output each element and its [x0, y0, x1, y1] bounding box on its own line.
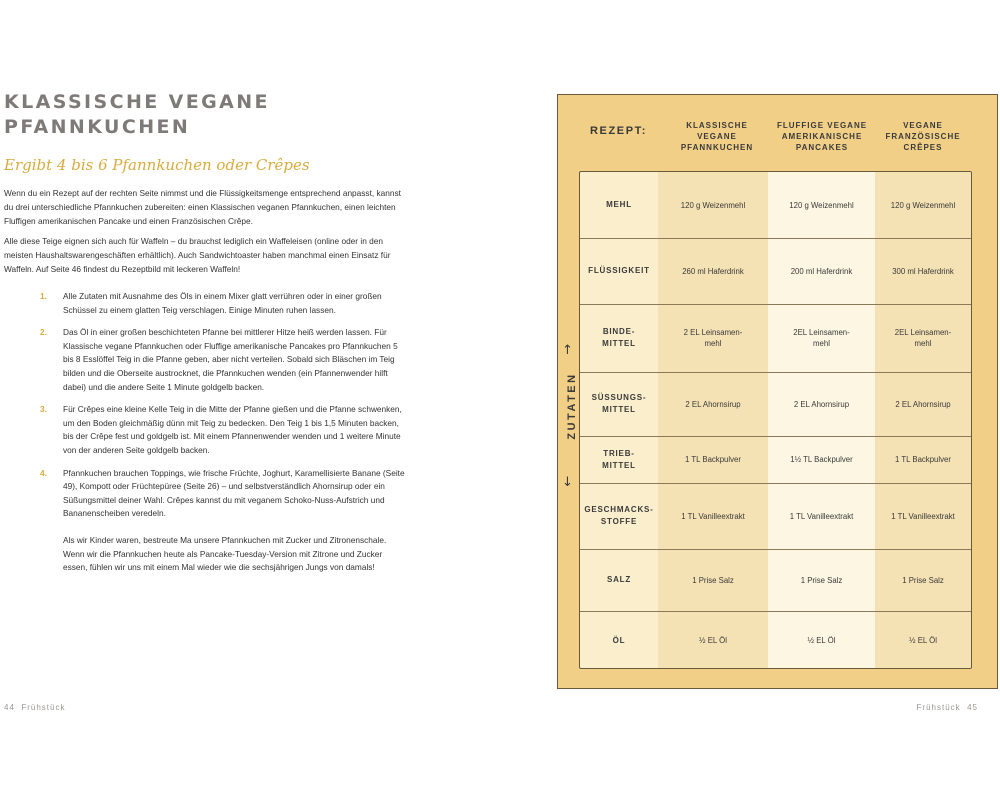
- table-cell: 1 Prise Salz: [902, 575, 944, 585]
- column-header-line: PFANNKUCHEN: [680, 143, 754, 152]
- recipe-yield-subtitle: Ergibt 4 bis 6 Pfannkuchen oder Crêpes: [4, 156, 310, 174]
- column-header-line: KLASSISCHE: [686, 121, 748, 130]
- right-footer: [917, 703, 978, 712]
- cell-line: mehl: [813, 339, 830, 348]
- cell-line: mehl: [914, 339, 932, 348]
- step-text: Pfannkuchen brauchen Toppings, wie frische Früchte, Joghurt, Karamellisierte Banane (Seite 49), Kompott oder Früchtepüree (Seite 26) – und selbstverständlich Ahornsirup oder ein Süßungsmittel deiner Wahl. Crêpes kannst du mit veganem Schoko-Nuss-Aufstrich und Bananenscheiben veredeln.: [63, 467, 405, 519]
- table-row-geschmacksstoffe: [580, 483, 971, 550]
- cell-line: mehl: [704, 339, 722, 348]
- table-cell: 2 EL Ahornsirup: [685, 399, 741, 409]
- table-cell: 1 Prise Salz: [800, 575, 843, 585]
- row-label: [580, 372, 658, 436]
- step-item: [40, 403, 405, 457]
- table-cell: [658, 304, 768, 372]
- step-item: [40, 290, 405, 317]
- rezept-label: REZEPT:: [590, 125, 648, 137]
- step-text: Für Crêpes eine kleine Kelle Teig in die Mitte der Pfanne gießen und die Pfanne schwenken, um den Boden gleichmäßig dünn mit Teig zu bedecken. Den Teig 1 bis 1,5 Minuten backen, bis der Crêpe fest und goldgelb ist. Mit einem Pfannenwender wenden und 1 weitere Minute von der anderen Seite goldgelb backen.: [63, 404, 402, 455]
- row-label: MEHL: [606, 200, 632, 209]
- step-number: 1.: [40, 291, 47, 301]
- table-cell: 300 ml Haferdrink: [892, 266, 954, 276]
- ingredients-table: [579, 171, 972, 669]
- column-header-line: FRANZÖSISCHE: [885, 132, 961, 141]
- table-cell: 1 TL Vanilleextrakt: [681, 511, 745, 521]
- zutaten-label: ZUTATEN: [566, 372, 578, 440]
- column-header-klassische: [669, 120, 765, 153]
- title-line-2: PFANNKUCHEN: [4, 116, 191, 138]
- table-cell: 120 g Weizenmehl: [680, 200, 746, 210]
- table-cell: 260 ml Haferdrink: [682, 266, 744, 276]
- column-header-line: PANCAKES: [795, 143, 849, 152]
- cell-line: 2EL Leinsamen-: [793, 328, 850, 337]
- row-label-line: MITTEL: [602, 460, 636, 470]
- left-footer: [4, 703, 65, 712]
- arrow-up-icon: ↑: [562, 343, 573, 358]
- table-row-suessungsmittel: [580, 372, 971, 437]
- table-row-triebmittel: [580, 436, 971, 484]
- row-label-line: BINDE-: [602, 327, 636, 336]
- step-number: 2.: [40, 327, 47, 338]
- section-label: Frühstück: [21, 703, 66, 712]
- row-label: SALZ: [606, 575, 632, 584]
- column-header-line: VEGANE: [903, 121, 943, 130]
- table-cell: 1½ TL Backpulver: [790, 455, 853, 464]
- column-header-line: AMERIKANISCHE: [781, 132, 863, 141]
- row-label: [580, 304, 658, 372]
- table-cell: ½ EL Öl: [807, 636, 836, 645]
- cell-line: 2EL Leinsamen-: [894, 328, 952, 337]
- table-cell: 120 g Weizenmehl: [789, 200, 854, 210]
- step-text: Das Öl in einer großen beschichteten Pfanne bei mittlerer Hitze heiß werden lassen. Für Klassische vegane Pfannkuchen oder Fluffige amerikanische Pancakes pro Pfannkuchen 5 bis 8 Esslöffel Teig in die Pfanne geben, aber nicht verteilen. Sobald sich Bläschen im Teig bilden und die Oberseite austrocknet, die Pfannkuchen wenden (ein Pfannenwender hilft dabei) und die andere Seite 1 Minute goldgelb backen.: [63, 327, 398, 392]
- title-line-1: KLASSISCHE VEGANE: [4, 91, 270, 113]
- row-label-line: MITTEL: [602, 405, 636, 414]
- page-number: 45: [967, 703, 978, 712]
- column-header-line: FLUFFIGE VEGANE: [776, 121, 868, 130]
- table-row-salz: [580, 549, 971, 612]
- table-row-mehl: [580, 172, 971, 239]
- row-label-line: STOFFE: [600, 517, 638, 526]
- table-row-oel: [580, 611, 971, 669]
- step-item: [40, 467, 405, 521]
- table-cell: 2 EL Ahornsirup: [895, 399, 951, 409]
- column-header-line: CRÊPES: [903, 143, 943, 152]
- table-cell: 1 TL Vanilleextrakt: [891, 511, 955, 521]
- table-cell: 1 TL Backpulver: [685, 455, 741, 464]
- table-cell: ½ EL Öl: [699, 636, 727, 645]
- table-cell: [875, 304, 971, 372]
- table-cell: 2 EL Ahornsirup: [793, 399, 850, 409]
- recipe-comparison-card: [557, 94, 998, 689]
- column-header-fluffige: [774, 120, 870, 153]
- outro-paragraph: Als wir Kinder waren, bestreute Ma unsere Pfannkuchen mit Zucker und Zitronenschale. Wenn wir die Pfannkuchen heute als Pancake-Tuesday-Version mit Zitrone und Zucker essen, fühlen wir uns mit einem Mal wieder wie die sechsjährigen Jungs von damals!: [63, 535, 387, 573]
- row-label-line: SÜSSUNGS-: [591, 393, 647, 402]
- section-label: Frühstück: [916, 703, 961, 712]
- intro-paragraph-1: Wenn du ein Rezept auf der rechten Seite nimmst und die Flüssigkeitsmenge entsprechend anpasst, kannst du drei unterschiedliche Pfannkuchen zubereiten: einen Klassischen veganen Pfannkuchen, einen leichten Fluffigen amerikanischen Pancake und einen Französischen Crêpe.: [4, 188, 401, 226]
- row-label: FLÜSSIGKEIT: [588, 266, 650, 275]
- table-cell: 1 TL Backpulver: [895, 455, 951, 464]
- page-title: [4, 90, 304, 140]
- column-header-line: VEGANE: [697, 132, 737, 141]
- column-header-crepes: [875, 120, 971, 153]
- table-cell: [768, 304, 875, 372]
- row-label: ÖL: [612, 635, 626, 645]
- table-row-fluessigkeit: [580, 238, 971, 305]
- step-number: 4.: [40, 467, 47, 478]
- step-item: [40, 326, 405, 394]
- table-cell: 120 g Weizenmehl: [890, 200, 956, 210]
- instruction-steps: [40, 290, 405, 530]
- row-label: [580, 483, 658, 549]
- table-cell: ½ EL Öl: [909, 636, 937, 645]
- row-label: [580, 436, 658, 483]
- table-cell: 1 Prise Salz: [692, 575, 734, 585]
- row-label-line: TRIEB-: [603, 448, 635, 458]
- step-number: 3.: [40, 404, 47, 415]
- cell-line: 2 EL Leinsamen-: [683, 328, 743, 337]
- intro-paragraph-2: Alle diese Teige eignen sich auch für Waffeln – du brauchst lediglich ein Waffeleisen (online oder in den meisten Haushaltswarengeschäften erhältlich). Auch Sandwichtoaster haben manchmal einen Einsatz für Waffeln. Auf Seite 46 findest du Rezeptbild mit leckeren Waffeln!: [4, 236, 391, 274]
- table-row-bindemittel: [580, 304, 971, 373]
- page-number: 44: [4, 703, 15, 712]
- arrow-down-icon: ↓: [562, 475, 573, 490]
- row-label-line: GESCHMACKS-: [584, 505, 654, 514]
- row-label-line: MITTEL: [602, 339, 636, 348]
- table-cell: 1 TL Vanilleextrakt: [789, 511, 854, 521]
- table-cell: 200 ml Haferdrink: [790, 266, 853, 276]
- step-text: Alle Zutaten mit Ausnahme des Öls in einem Mixer glatt verrühren oder in einer großen Schüssel zu einem glatten Teig verschlagen. Einige Minuten ruhen lassen.: [63, 291, 382, 315]
